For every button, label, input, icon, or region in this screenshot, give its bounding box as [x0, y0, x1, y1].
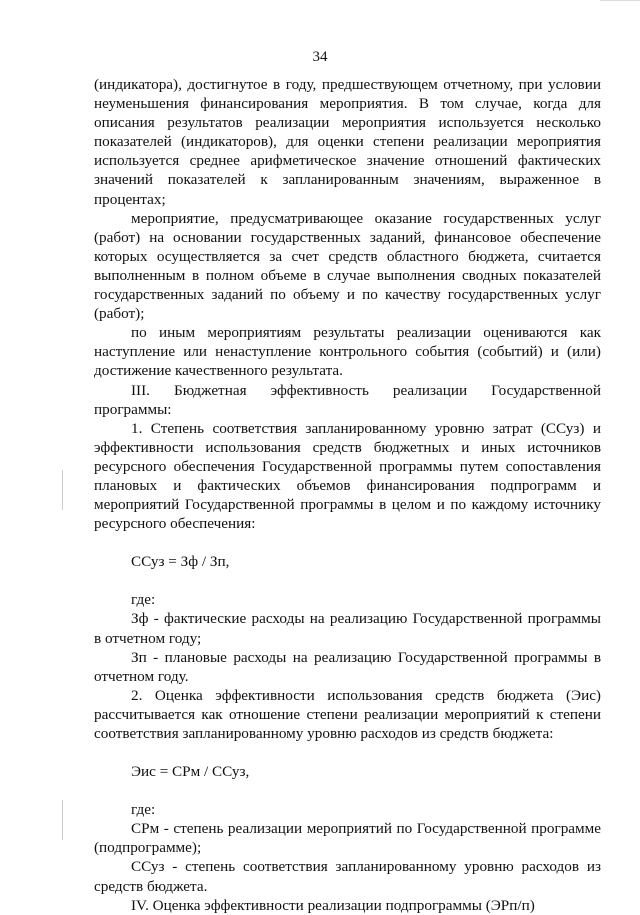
definition-zp: Зп - плановые расходы на реализацию Государственной программы в отчетном году. — [94, 648, 601, 685]
paragraph-budget-use-efficiency: 2. Оценка эффективности использования средств бюджета (Эис) рассчитывается как отношение степени реализации мероприятий к степени соответствия запланированному уровню расходов из средств бюджета: — [94, 686, 601, 742]
where-label: где: — [131, 801, 156, 819]
paragraph-cost-compliance: 1. Степень соответствия запланированному уровню затрат (ССуз) и эффективности использования средств бюджетных и иных источников ресурсного обеспечения Государственной программы путем сопоставления плановых и фактических объемов финансирования подпрограмм и мероприятий Государственной программы в целом и по каждому источнику ресурсного обеспечения: — [94, 419, 601, 533]
definition-zf: Зф - фактические расходы на реализацию Государственной программы в отчетном году; — [94, 610, 601, 647]
definition-srm: СРм - степень реализации мероприятий по Государственной программе (подпрограмме); — [94, 820, 601, 857]
scan-artifact — [600, 0, 640, 1]
document-body — [94, 75, 601, 915]
paragraph-indicator-continuation: (индикатора), достигнутое в году, предшествующем отчетному, при условии неуменьшения финансирования мероприятия. В том случае, когда для описания результатов реализации мероприятия используется несколько показателей (индикаторов), для оценки степени реализации мероприятия используется среднее арифметическое значение отношений фактических значений показателей к запланированным значениям, выраженное в процентах; — [94, 76, 601, 208]
paragraph-state-services: мероприятие, предусматривающее оказание государственных услуг (работ) на основании государственных заданий, финансовое обеспечение которых осуществляется за счет средств областного бюджета, считается выполненным в полном объеме в случае выполнения сводных показателей государственных заданий по объему и по качеству государственных услуг (работ); — [94, 209, 601, 323]
paragraph-other-measures: по иным мероприятиям результаты реализации оцениваются как наступление или ненаступление контрольного события (событий) и (или) достижение качественного результата. — [94, 324, 601, 380]
definition-ssuz: ССуз - степень соответствия запланированному уровню расходов из средств бюджета. — [94, 858, 601, 895]
page-number: 34 — [312, 49, 328, 65]
where-label: где: — [131, 591, 156, 609]
margin-mark — [62, 470, 63, 510]
margin-mark — [62, 800, 63, 840]
section-heading-budget-efficiency: III. Бюджетная эффективность реализации Государственной программы: — [94, 381, 601, 418]
section-heading-subprogram-efficiency: IV. Оценка эффективности реализации подпрограммы (ЭРп/п) — [131, 896, 535, 914]
formula-ssuz: ССуз = Зф / Зп, — [131, 553, 230, 571]
formula-eis: Эис = СРм / ССуз, — [131, 763, 250, 781]
